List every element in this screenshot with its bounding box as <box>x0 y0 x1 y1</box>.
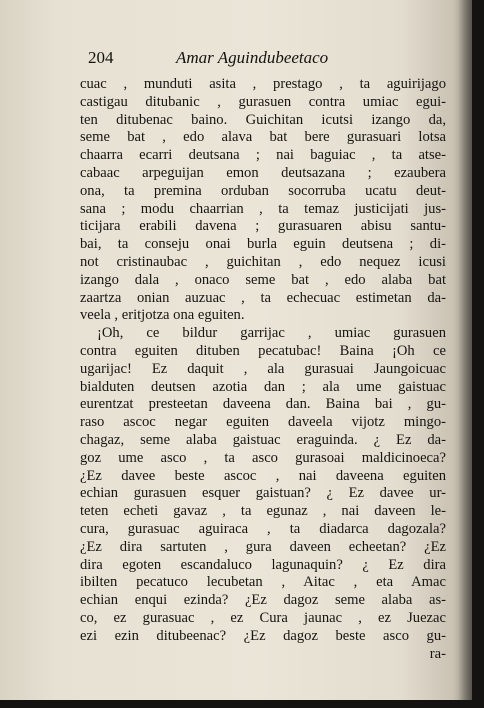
text-line: ibilten pecatuco lecubetan , Aitac , eta Amac <box>80 574 446 591</box>
text-line: echian enqui ezinda? ¿Ez dagoz seme alaba as- <box>80 592 446 609</box>
text-line: teten echeti gavaz , ta egunaz , nai daveen le- <box>80 503 446 520</box>
text-line: zaartza onian auzuac , ta echecuac estimetan da- <box>80 289 446 306</box>
text-line: cuac , munduti asita , prestago , ta aguirijago <box>80 76 446 92</box>
page-number: 204 <box>88 48 114 67</box>
text-line: bai, ta conseju onai burla eguin deutsena ; di- <box>80 236 446 253</box>
text-line: ¿Ez davee beste ascoc , nai daveena eguiten <box>80 467 446 484</box>
text-line: co, ez gurasuac , ez Cura jaunac , ez Juezac <box>80 609 446 626</box>
running-header <box>88 48 378 72</box>
text-line: ¿Ez dira sartuten , gura daveen echeetan? ¿Ez <box>80 538 446 555</box>
text-line: goz ume asco , ta asco gurasoai maldicinoeca? <box>80 449 446 466</box>
text-line: bialduten deutsen azotia dan ; ala ume gaistuac <box>80 378 446 395</box>
body-text <box>80 76 446 663</box>
text-line: contra eguiten dituben pecatubac! Baina ¡Oh ce <box>80 342 446 359</box>
text-line: izango dala , onaco seme bat , edo alaba bat <box>80 271 446 288</box>
text-line: chagaz, seme alaba gaistuac eraguinda. ¿ Ez da- <box>80 431 446 448</box>
text-line: ticijara erabili davena ; gurasuaren abisu santu- <box>80 218 446 235</box>
text-line: ona, ta premina orduban socorruba ucatu deut- <box>80 182 446 199</box>
text-line: ugarijac! Ez daquit , ala gurasuai Jaungoicuac <box>80 360 446 377</box>
text-line: raso ascoc negar eguiten daveela vijotz mingo- <box>80 414 446 431</box>
text-line: chaarra ecarri deutsana ; nai baguiac , ta atse- <box>80 147 446 164</box>
catchword: ra- <box>429 645 446 662</box>
text-line: castigau ditubanic , gurasuen contra umiac egui- <box>80 93 446 110</box>
text-line: not cristinaubac , guichitan , edo nequez icusi <box>80 253 446 270</box>
text-line: cabaac arpeguijan emon deutsazana ; ezaubera <box>80 164 446 181</box>
text-line: seme bat , edo alava bat bere gurasuari lotsa <box>80 129 446 146</box>
text-line: echian gurasuen esquer gaistuan? ¿ Ez davee ur- <box>80 485 446 502</box>
text-line: cura, gurasuac aguiraca , ta diadarca dagozala? <box>80 520 446 537</box>
running-title: Amar Aguindubeetaco <box>176 48 329 67</box>
text-line: veela , eritjotza ona eguiten. <box>80 307 245 324</box>
text-line: dira egoten escandaluco lagunaquin? ¿ Ez dira <box>80 556 446 573</box>
text-line: ten ditubenac baino. Guichitan icutsi izango da, <box>80 111 446 128</box>
text-line: ¡Oh, ce bildur garrijac , umiac gurasuen <box>97 325 446 342</box>
text-line: eurentzat presteetan daveena dan. Baina bai , gu- <box>80 396 446 413</box>
text-line: ezi ezin ditubeenac? ¿Ez dagoz beste asco gu- <box>80 627 446 644</box>
text-line: sana ; modu chaarrian , ta temaz justicijati jus- <box>80 200 446 217</box>
